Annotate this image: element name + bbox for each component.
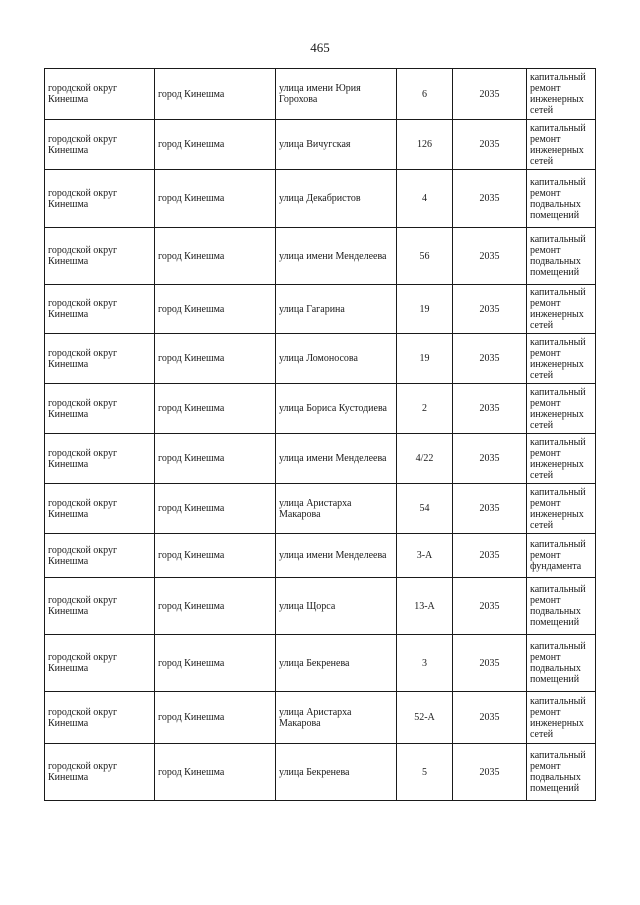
street-cell: улица Бориса Кустодиева [276,384,397,434]
house-number-cell: 52-А [397,692,453,744]
table-body [45,69,596,801]
year-cell: 2035 [453,578,527,635]
city-cell: город Кинешма [155,578,276,635]
year-cell: 2035 [453,120,527,170]
year-cell: 2035 [453,635,527,692]
work-type-cell: капитальный ремонт подвальных помещений [527,744,596,801]
street-cell: улица Бекренева [276,635,397,692]
work-type-cell: капитальный ремонт инженерных сетей [527,484,596,534]
table-row [45,434,596,484]
city-cell: город Кинешма [155,334,276,384]
city-cell: город Кинешма [155,120,276,170]
city-cell: город Кинешма [155,434,276,484]
work-type-cell: капитальный ремонт инженерных сетей [527,334,596,384]
work-type-cell: капитальный ремонт подвальных помещений [527,228,596,285]
year-cell: 2035 [453,534,527,578]
house-number-cell: 4 [397,170,453,228]
table-row [45,69,596,120]
district-cell: городской округ Кинешма [45,334,155,384]
house-number-cell: 6 [397,69,453,120]
city-cell: город Кинешма [155,285,276,334]
house-number-cell: 54 [397,484,453,534]
work-type-cell: капитальный ремонт инженерных сетей [527,69,596,120]
street-cell: улица Аристарха Макарова [276,692,397,744]
year-cell: 2035 [453,69,527,120]
district-cell: городской округ Кинешма [45,534,155,578]
year-cell: 2035 [453,228,527,285]
work-type-cell: капитальный ремонт инженерных сетей [527,384,596,434]
house-number-cell: 19 [397,285,453,334]
year-cell: 2035 [453,384,527,434]
city-cell: город Кинешма [155,744,276,801]
district-cell: городской округ Кинешма [45,170,155,228]
table-row [45,692,596,744]
table-row [45,120,596,170]
city-cell: город Кинешма [155,484,276,534]
year-cell: 2035 [453,285,527,334]
district-cell: городской округ Кинешма [45,120,155,170]
district-cell: городской округ Кинешма [45,434,155,484]
house-number-cell: 126 [397,120,453,170]
address-table [44,68,596,801]
table-row [45,170,596,228]
year-cell: 2035 [453,170,527,228]
year-cell: 2035 [453,484,527,534]
year-cell: 2035 [453,692,527,744]
district-cell: городской округ Кинешма [45,228,155,285]
street-cell: улица Декабристов [276,170,397,228]
work-type-cell: капитальный ремонт подвальных помещений [527,578,596,635]
district-cell: городской округ Кинешма [45,744,155,801]
street-cell: улица Бекренева [276,744,397,801]
street-cell: улица Щорса [276,578,397,635]
house-number-cell: 3 [397,635,453,692]
city-cell: город Кинешма [155,384,276,434]
table-row [45,384,596,434]
work-type-cell: капитальный ремонт подвальных помещений [527,170,596,228]
year-cell: 2035 [453,434,527,484]
city-cell: город Кинешма [155,69,276,120]
year-cell: 2035 [453,744,527,801]
work-type-cell: капитальный ремонт подвальных помещений [527,635,596,692]
street-cell: улица имени Менделеева [276,534,397,578]
district-cell: городской округ Кинешма [45,69,155,120]
city-cell: город Кинешма [155,170,276,228]
table-row [45,534,596,578]
page-number: 465 [310,40,330,55]
work-type-cell: капитальный ремонт инженерных сетей [527,692,596,744]
house-number-cell: 5 [397,744,453,801]
city-cell: город Кинешма [155,635,276,692]
district-cell: городской округ Кинешма [45,578,155,635]
street-cell: улица имени Менделеева [276,434,397,484]
city-cell: город Кинешма [155,534,276,578]
district-cell: городской округ Кинешма [45,285,155,334]
table-row [45,285,596,334]
table-row [45,635,596,692]
table-row [45,334,596,384]
street-cell: улица имени Менделеева [276,228,397,285]
house-number-cell: 56 [397,228,453,285]
city-cell: город Кинешма [155,692,276,744]
district-cell: городской округ Кинешма [45,692,155,744]
house-number-cell: 4/22 [397,434,453,484]
street-cell: улица Ломоносова [276,334,397,384]
district-cell: городской округ Кинешма [45,484,155,534]
work-type-cell: капитальный ремонт фундамента [527,534,596,578]
district-cell: городской округ Кинешма [45,635,155,692]
work-type-cell: капитальный ремонт инженерных сетей [527,434,596,484]
street-cell: улица Гагарина [276,285,397,334]
street-cell: улица имени Юрия Горохова [276,69,397,120]
street-cell: улица Вичугская [276,120,397,170]
table-row [45,484,596,534]
table-row [45,228,596,285]
city-cell: город Кинешма [155,228,276,285]
house-number-cell: 19 [397,334,453,384]
work-type-cell: капитальный ремонт инженерных сетей [527,120,596,170]
year-cell: 2035 [453,334,527,384]
house-number-cell: 3-А [397,534,453,578]
table-row [45,744,596,801]
house-number-cell: 13-А [397,578,453,635]
table-row [45,578,596,635]
house-number-cell: 2 [397,384,453,434]
work-type-cell: капитальный ремонт инженерных сетей [527,285,596,334]
street-cell: улица Аристарха Макарова [276,484,397,534]
district-cell: городской округ Кинешма [45,384,155,434]
